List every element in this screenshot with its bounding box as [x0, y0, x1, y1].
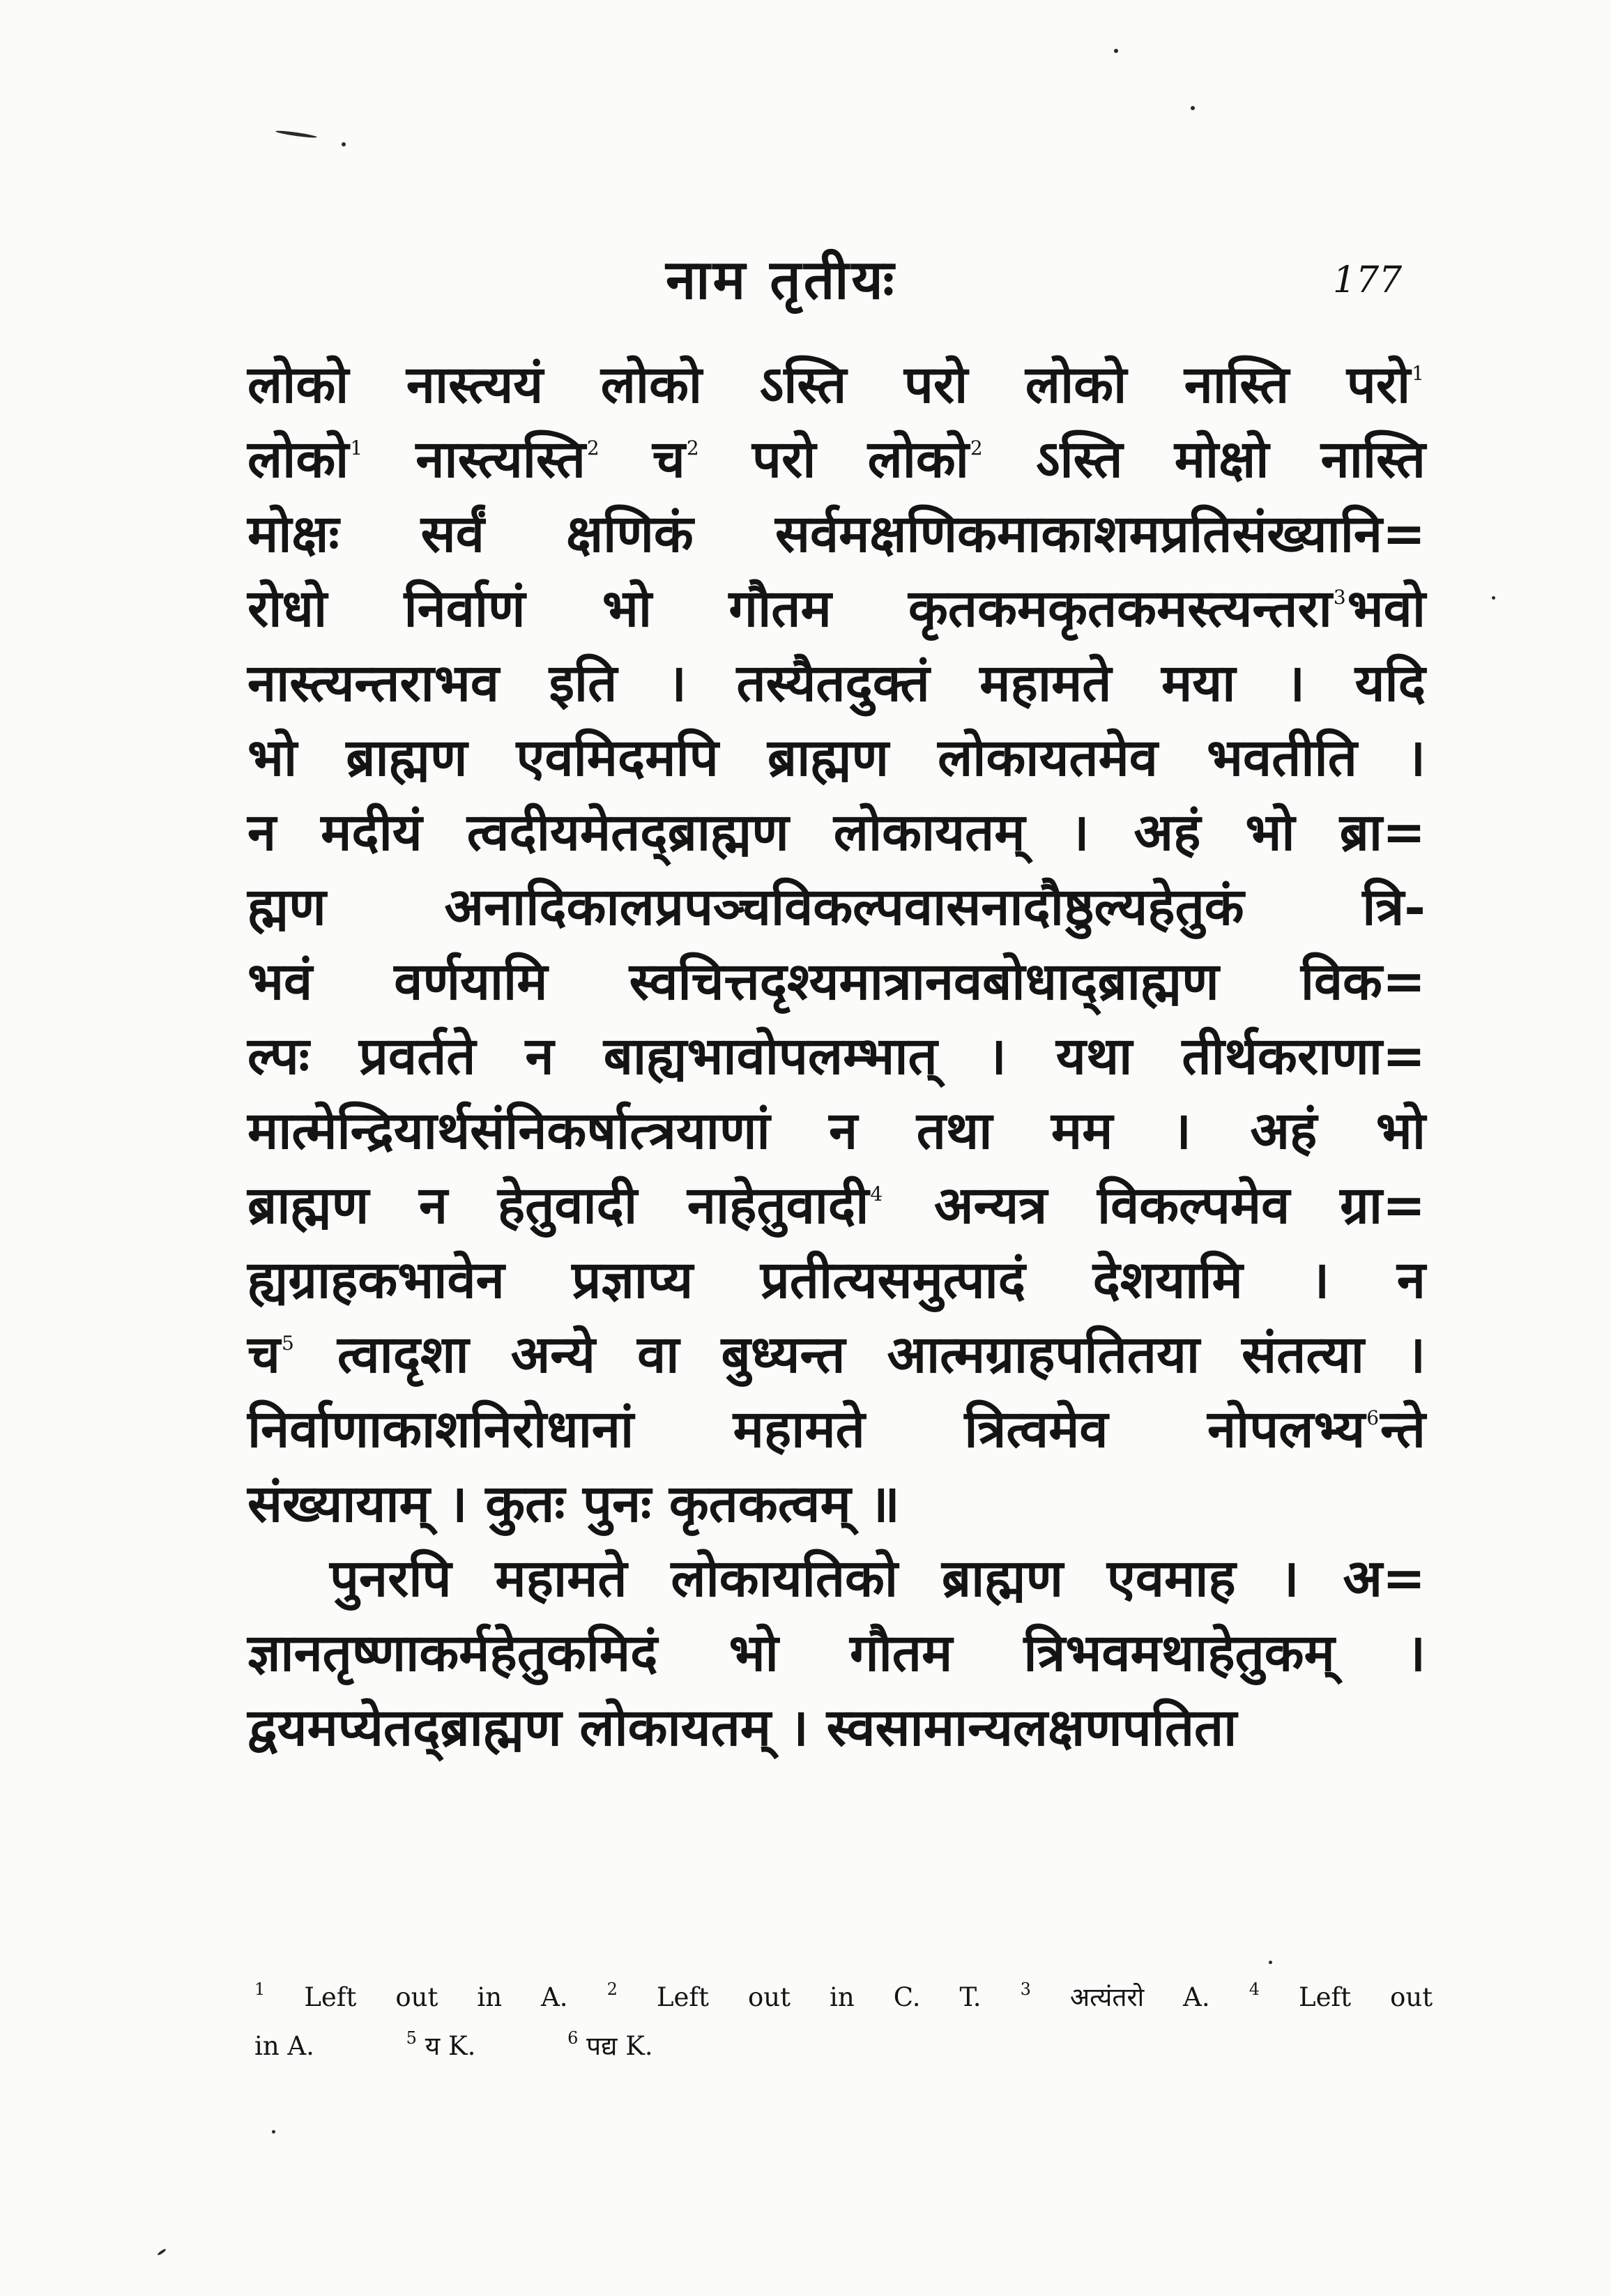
- footnote-marker: 6: [1366, 1406, 1380, 1429]
- footnote: [567, 2028, 653, 2061]
- footnote-marker: 2: [586, 436, 600, 459]
- footnote-marker: 5: [282, 1332, 294, 1355]
- footnote-number: 2: [606, 1979, 618, 1999]
- text-line: [247, 798, 1426, 867]
- text-line: [247, 1245, 1426, 1315]
- text-run: परो लोको: [700, 429, 969, 489]
- footnote: [1020, 1979, 1210, 2012]
- scan-speck: [275, 130, 317, 139]
- footnote: [406, 2028, 476, 2061]
- footnote-text: Left out in A.: [304, 1982, 568, 2012]
- text-line: [247, 1096, 1426, 1166]
- sanskrit-text-block: [247, 350, 1426, 1767]
- footnote-continuation: [254, 2031, 314, 2061]
- text-run: ब्राह्मण न हेतुवादी नाहेतुवादी: [247, 1176, 869, 1236]
- text-run: संख्यायाम् । कुतः पुनः कृतकत्वम् ॥: [247, 1474, 900, 1534]
- footnote-text: अत्यंतरो A.: [1069, 1982, 1210, 2012]
- footnote: [1249, 1979, 1433, 2012]
- text-line: [247, 425, 1426, 494]
- text-run: मात्मेन्द्रियार्थसंनिकर्षात्त्रयाणां न तथा मम । अहं भो: [247, 1101, 1426, 1161]
- footnote-marker: 4: [870, 1183, 883, 1206]
- footnote: [254, 1979, 568, 2012]
- footnote-text: Left out in C. T.: [656, 1982, 982, 2012]
- text-run: न मदीयं त्वदीयमेतद्ब्राह्मण लोकायतम् । अहं भो ब्रा=: [247, 803, 1426, 862]
- scan-speck: [1114, 49, 1118, 53]
- text-line: [247, 1394, 1426, 1464]
- footnote-marker: 2: [686, 436, 699, 459]
- footnote-text: य K.: [425, 2031, 476, 2061]
- text-line: [247, 1021, 1426, 1091]
- text-run: मोक्षः सर्वं क्षणिकं सर्वमक्षणिकमाकाशमप्रतिसंख्यानि=: [247, 504, 1426, 564]
- scan-speck: [157, 2248, 167, 2256]
- text-run: च: [247, 1325, 280, 1385]
- footnote-number: 1: [254, 1979, 266, 1999]
- text-line: [247, 350, 1426, 420]
- footnote-line: [254, 2022, 1433, 2071]
- footnote-marker: 1: [1412, 362, 1424, 385]
- text-run: लोको: [247, 429, 349, 489]
- text-run: ल्पः प्रवर्तते न बाह्यभावोपलम्भात् । यथा तीर्थकराणा=: [247, 1026, 1426, 1086]
- footnote-marker: 3: [1333, 586, 1346, 609]
- text-run: ह्मण अनादिकालप्रपञ्चविकल्पवासनादौष्ठुल्यहेतुकं त्रि-: [247, 877, 1426, 937]
- running-title: नाम तृतीयः: [666, 248, 897, 312]
- text-line: [247, 947, 1426, 1017]
- text-run: लोको नास्त्ययं लोको ऽस्ति परो लोको नास्ति परो: [247, 355, 1411, 415]
- footnote-text: पद्य K.: [586, 2031, 653, 2061]
- scan-speck: [342, 142, 346, 146]
- text-run: त्वादृशा अन्ये वा बुध्यन्त आत्मग्राहपतितया संतत्या ।: [295, 1325, 1426, 1385]
- footnote-number: 4: [1249, 1979, 1260, 1999]
- text-line: [247, 1171, 1426, 1240]
- text-run: ज्ञानतृष्णाकर्महेतुकमिदं भो गौतम त्रिभवमथाहेतुकम् ।: [247, 1623, 1426, 1683]
- text-line: [247, 574, 1426, 644]
- text-line: [247, 1469, 1426, 1539]
- text-run: भवं वर्णयामि स्वचित्तदृश्यमात्रानवबोधाद्ब्राह्मण विक=: [247, 952, 1426, 1012]
- text-run: द्वयमप्येतद्ब्राह्मण लोकायतम् । स्वसामान्यलक्षणपतिता: [247, 1698, 1237, 1758]
- text-line: [247, 723, 1426, 793]
- scan-speck: [1269, 1961, 1272, 1964]
- footnote-marker: 1: [350, 436, 363, 459]
- text-line: [247, 872, 1426, 942]
- text-line: [247, 648, 1426, 718]
- footnotes: [254, 1973, 1433, 2071]
- text-run: अन्यत्र विकल्पमेव ग्रा=: [884, 1176, 1426, 1236]
- text-run: नास्त्यस्ति: [364, 429, 586, 489]
- text-run: भवो: [1347, 579, 1426, 639]
- scan-speck: [1492, 596, 1495, 600]
- text-run: ह्यग्राहकभावेन प्रज्ञाप्य प्रतीत्यसमुत्पादं देशयामि । न: [247, 1250, 1426, 1310]
- text-run: भो ब्राह्मण एवमिदमपि ब्राह्मण लोकायतमेव भवतीति ।: [247, 728, 1426, 788]
- page-number: 177: [1333, 259, 1403, 301]
- text-run: नास्त्यन्तराभव इति । तस्यैतदुक्तं महामते मया । यदि: [247, 653, 1426, 713]
- text-line: [247, 1693, 1426, 1763]
- footnote-line: [254, 1973, 1433, 2022]
- footnote-number: 5: [406, 2028, 417, 2048]
- footnote-number: 6: [567, 2028, 579, 2048]
- scan-speck: [272, 2130, 275, 2134]
- footnote-number: 3: [1020, 1979, 1031, 1999]
- footnote-text: Left out: [1299, 1982, 1433, 2012]
- footnote-text: in A.: [254, 2031, 314, 2061]
- scan-speck: [1191, 106, 1195, 110]
- text-run: च: [600, 429, 685, 489]
- text-run: ऽस्ति मोक्षो नास्ति: [984, 429, 1426, 489]
- text-line: [247, 499, 1426, 569]
- footnote: [606, 1979, 982, 2012]
- text-line: [247, 1544, 1426, 1613]
- footnote-marker: 2: [970, 436, 983, 459]
- text-line: [247, 1618, 1426, 1688]
- text-run: पुनरपि महामते लोकायतिको ब्राह्मण एवमाह । अ=: [330, 1549, 1426, 1609]
- text-line: [247, 1320, 1426, 1390]
- text-run: निर्वाणाकाशनिरोधानां महामते त्रित्वमेव नोपलभ्य: [247, 1399, 1366, 1459]
- text-run: रोधो निर्वाणं भो गौतम कृतकमकृतकमस्त्यन्तरा: [247, 579, 1332, 639]
- text-run: न्ते: [1380, 1399, 1426, 1459]
